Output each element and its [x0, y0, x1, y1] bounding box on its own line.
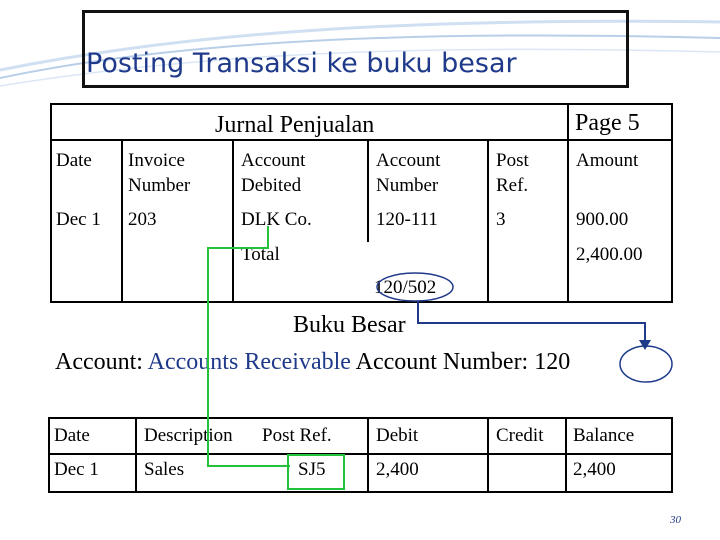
ledger-account-name: Accounts Receivable [147, 349, 351, 375]
ledger-header-description: Description [144, 425, 233, 446]
journal-header-invoice-1: Invoice [128, 150, 185, 171]
ledger-header-date: Date [54, 425, 90, 446]
journal-header-account-debited-1: Account [241, 150, 306, 171]
journal-total-amount: 2,400.00 [576, 244, 643, 265]
ledger-row-post-ref: SJ5 [298, 459, 326, 480]
journal-header-post-ref-1: Post [496, 150, 529, 171]
journal-row-invoice: 203 [128, 209, 157, 230]
ledger-header-post-ref: Post Ref. [262, 425, 332, 446]
journal-header-date: Date [56, 150, 92, 171]
journal-page-label: Page 5 [575, 110, 640, 136]
ledger-title: Buku Besar [293, 312, 406, 338]
slide-title: Posting Transaksi ke buku besar [86, 48, 517, 79]
journal-header-invoice-2: Number [128, 175, 191, 196]
ledger-account-prefix: Account: [55, 349, 143, 375]
journal-header-account-number-2: Number [376, 175, 439, 196]
ledger-row-date: Dec 1 [54, 459, 99, 480]
journal-header-post-ref-2: Ref. [496, 175, 529, 196]
journal-total-post-ref: 120/502 [374, 277, 437, 298]
journal-row-account-debited: DLK Co. [241, 209, 312, 230]
journal-header-account-debited-2: Debited [241, 175, 302, 196]
ledger-row-description: Sales [144, 459, 185, 480]
ledger-account-number-label: Account Number: [355, 349, 529, 375]
ledger-header-credit: Credit [496, 425, 544, 446]
blue-arrowhead [639, 340, 651, 350]
journal-title: Jurnal Penjualan [215, 112, 375, 138]
green-connector-line [208, 226, 290, 466]
journal-header-account-number-1: Account [376, 150, 441, 171]
ledger-row-balance: 2,400 [573, 459, 616, 480]
blue-circle-account-ref [377, 273, 453, 301]
green-highlight-sj5 [288, 455, 344, 489]
journal-row-account-number: 120-111 [376, 209, 438, 230]
ledger-account-number: 120 [534, 349, 571, 375]
journal-row-post-ref: 3 [496, 209, 506, 230]
blue-connector-line [418, 301, 645, 342]
journal-row-amount: 900.00 [576, 209, 629, 230]
journal-header-amount: Amount [576, 150, 639, 171]
journal-total-label: Total [241, 244, 280, 265]
ledger-row-debit: 2,400 [376, 459, 419, 480]
journal-row-date: Dec 1 [56, 209, 101, 230]
page-number: 30 [670, 514, 681, 526]
ledger-header-balance: Balance [573, 425, 635, 446]
ledger-header-debit: Debit [376, 425, 419, 446]
blue-circle-ledger-account [620, 346, 672, 382]
